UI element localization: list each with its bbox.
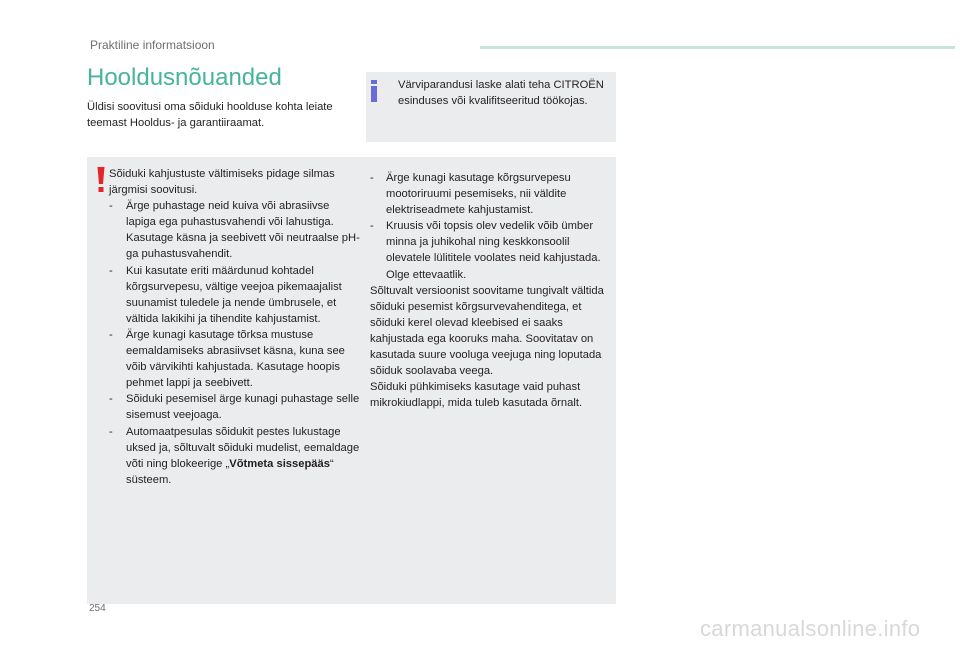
keyless-entry-term: Võtmeta sissepääs bbox=[229, 457, 330, 470]
wipe-paragraph: Sõiduki pühkimiseks kasutage vaid puhast mikrokiudlappi, mida tuleb kasutada õrnalt. bbox=[370, 381, 583, 410]
list-item bbox=[370, 218, 614, 282]
list-item-text: Ärge kunagi kasutage tõrksa mustuse eemaldamiseks abrasiivset käsna, kuna see võib värvikihti kahjustada. Kasutage hoopis pehmet lappi ja seebivett. bbox=[126, 328, 345, 390]
warning-right-column bbox=[370, 170, 614, 411]
list-dash: - bbox=[109, 425, 113, 438]
intro-text: Üldisi soovitusi oma sõiduki hoolduse kohta leiate teemast Hooldus- ja garantiiraamat. bbox=[87, 101, 333, 129]
list-dash: - bbox=[109, 264, 113, 277]
list-dash: - bbox=[109, 393, 113, 406]
list-dash: - bbox=[109, 200, 113, 213]
list-item-text: Sõiduki pesemisel ärge kunagi puhastage selle sisemust veejoaga. bbox=[126, 393, 360, 422]
list-item bbox=[109, 424, 361, 488]
warning-left-column bbox=[109, 166, 361, 488]
info-text: Värviparandusi laske alati teha CITROËN esinduses või kvalifitseeritud töökojas. bbox=[398, 79, 604, 107]
page-number: 254 bbox=[89, 603, 106, 614]
list-dash: - bbox=[370, 172, 374, 184]
pressure-wash-paragraph: Sõltuvalt versioonist soovitame tungivalt vältida sõiduki pesemist kõrgsurvevahenditega, et sõiduki kerel olevad kleebised ei saaks kahjustada ega kooruks maha. Soovitatav on kasutada suure vooluga veejuga ning loputada sõiduk soolavaba veega. bbox=[370, 284, 604, 378]
list-item-text: Ärge puhastage neid kuiva või abrasiivse lapiga ega puhastusvahendi või lahustiga. Kasutage käsna ja seebivett või neutraalse pH-ga puhastusvahendit. bbox=[126, 200, 360, 261]
warning-lead: Sõiduki kahjustuste vältimiseks pidage silmas järgmisi soovitusi. bbox=[109, 168, 335, 197]
list-item bbox=[109, 263, 361, 327]
warning-list-left bbox=[109, 198, 361, 488]
list-dash: - bbox=[109, 328, 113, 341]
section-header: Praktiline informatsioon bbox=[90, 38, 215, 52]
list-item bbox=[109, 327, 361, 391]
watermark: carmanualsonline.info bbox=[700, 616, 921, 641]
list-item-text: Kruusis või topsis olev vedelik võib ümber minna ja juhikohal ning keskkonsoolil olevatele lülititele voolates neid kahjustada. Olge ettevaatlik. bbox=[386, 220, 601, 281]
header-accent-bar bbox=[480, 46, 955, 49]
list-dash: - bbox=[370, 220, 374, 233]
list-item bbox=[370, 170, 614, 218]
info-icon bbox=[370, 80, 378, 102]
warning-box bbox=[87, 157, 616, 604]
list-item bbox=[109, 198, 361, 262]
warning-list-right bbox=[370, 170, 614, 283]
info-box bbox=[366, 72, 616, 142]
list-item bbox=[109, 391, 361, 423]
page-title: Hooldusnõuanded bbox=[87, 64, 282, 91]
list-item-text-end: “ süsteem. bbox=[126, 457, 334, 486]
list-item-text: Kui kasutate eriti määrdunud kohtadel kõrgsurvepesu, vältige veejoa pikemaajalist suunamist tuledele ja nende ümbrusele, et vältida lakikihi ja tihendite kahjustamist. bbox=[126, 264, 342, 325]
warning-exclamation-icon bbox=[96, 167, 106, 193]
list-item-text: Automaatpesulas sõidukit pestes lukustage uksed ja, sõltuvalt sõiduki mudelist, eemaldage võti ning blokeerige „ bbox=[126, 425, 360, 470]
list-item-text: Ärge kunagi kasutage kõrgsurvepesu mootoriruumi pesemiseks, nii väldite elektriseadmete kahjustamist. bbox=[386, 172, 571, 217]
